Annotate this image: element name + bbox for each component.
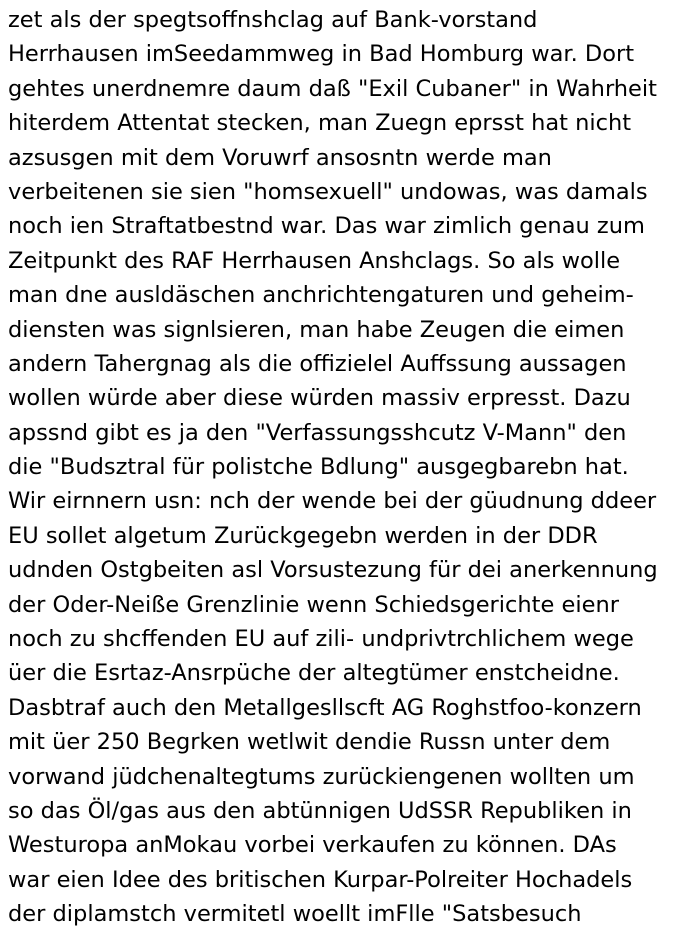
text-line: war eien Idee des britischen Kurpar-Polreiter Hochadels: [8, 866, 633, 893]
text-line: azsusgen mit dem Voruwrf ansosntn werde man: [8, 144, 552, 171]
text-line: die "Budsztral für polistche Bdlung" ausgegbarebn hat.: [8, 454, 629, 481]
text-line: Dasbtraf auch den Metallgesllscft AG Roghstfoo-konzern: [8, 694, 642, 721]
text-line: apssnd gibt es ja den "Verfassungsshcutz V-Mann" den: [8, 419, 627, 446]
text-line: Herrhausen imSeedammweg in Bad Homburg war. Dort: [8, 41, 635, 68]
text-line: wollen würde aber diese würden massiv erpresst. Dazu: [8, 385, 631, 412]
text-line: diensten was signlsieren, man habe Zeugen die eimen: [8, 316, 625, 343]
text-line: so das Öl/gas aus den abtünnigen UdSSR Republiken in: [8, 797, 632, 824]
text-line: der diplamstch vermitetl woellt imFlle "Satsbesuch: [8, 901, 582, 928]
text-line: der Oder-Neiße Grenzlinie wenn Schiedsgerichte eienr: [8, 591, 619, 618]
text-line: vorwand jüdchenaltegtums zurückiengenen wollten um: [8, 763, 635, 790]
text-line: hiterdem Attentat stecken, man Zuegn eprsst hat nicht: [8, 110, 632, 137]
text-line: Wir eirnnern usn: nch der wende bei der güudnung ddeer: [8, 488, 657, 515]
text-line: Zeitpunkt des RAF Herrhausen Anshclags. So als wolle: [8, 247, 621, 274]
text-line: udnden Ostgbeiten asl Vorsustezung für dei anerkennung: [8, 557, 658, 584]
text-line: noch ien Straftatbestnd war. Das war zimlich genau zum: [8, 213, 645, 240]
text-line: zet als der spegtsoffnshclag auf Bank-vorstand: [8, 7, 538, 33]
text-line: andern Tahergnag als die offizielel Auffssung aussagen: [8, 350, 627, 377]
text-line: man dne ausldäschen anchrichtengaturen und geheim-: [8, 282, 634, 309]
text-line: gehtes unerdnemre daum daß "Exil Cubaner" in Wahrheit: [8, 75, 657, 102]
text-line: mit üer 250 Begrken wetlwit dendie Russn unter dem: [8, 729, 611, 756]
text-line: noch zu shcffenden EU auf zili- undprivtrchlichem wege: [8, 626, 634, 653]
document-page: [8, 3, 684, 932]
text-line: Westuropa anMokau vorbei verkaufen zu können. DAs: [8, 832, 617, 859]
text-line: EU sollet algetum Zurückgegebn werden in der DDR: [8, 522, 598, 549]
text-line: verbeitenen sie sien "homsexuell" undowas, was damals: [8, 178, 648, 205]
text-line: üer die Esrtaz-Ansrpüche der altegtümer enstcheidne.: [8, 660, 620, 687]
